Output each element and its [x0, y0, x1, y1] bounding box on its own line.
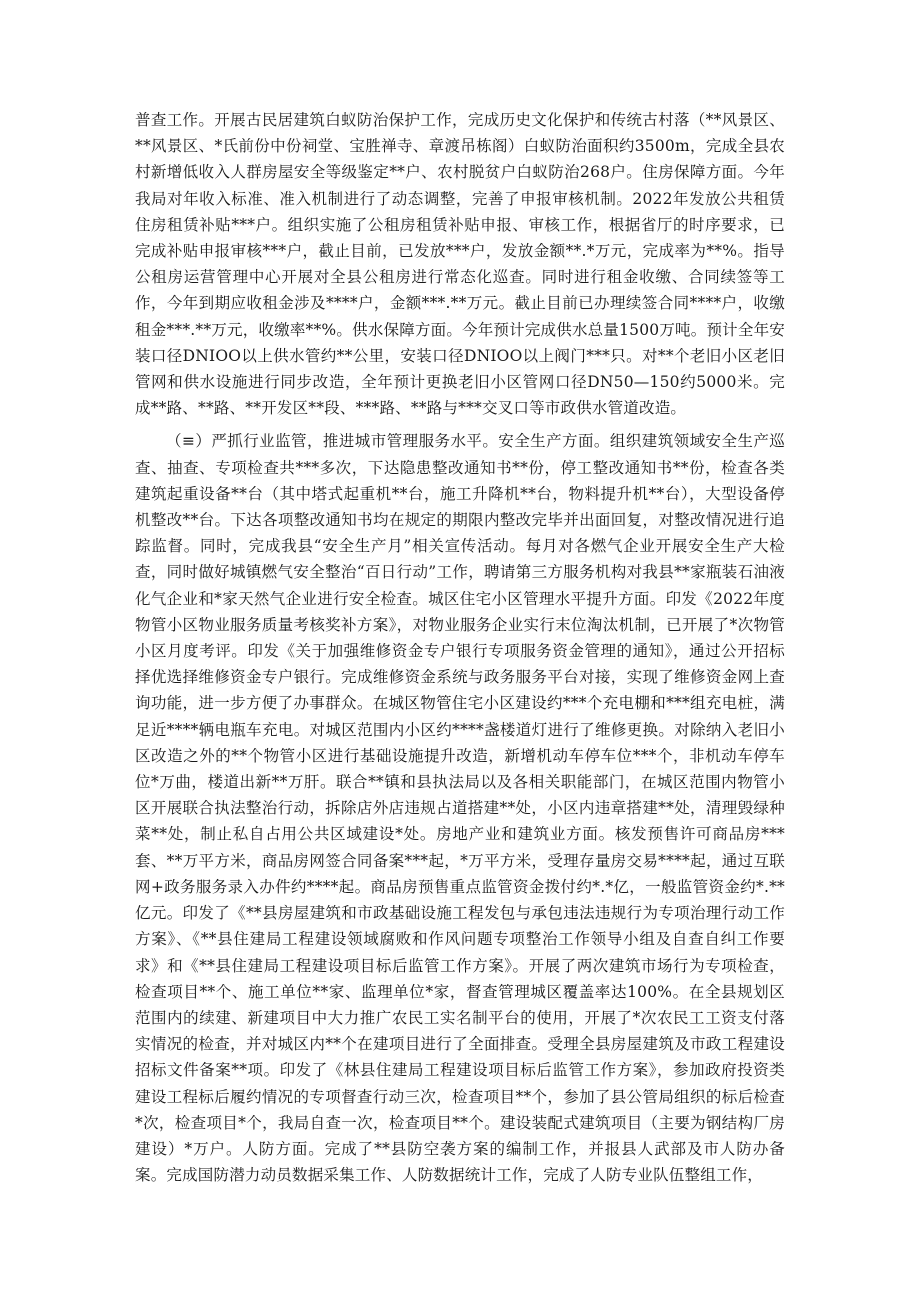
paragraph-housing-water-supply: 普查工作。开展古民居建筑白蚁防治保护工作，完成历史文化保护和传统古村落（**风景区、**风景区、*氏前份中份祠堂、宝胜禅寺、章渡吊栋阁）白蚁防治面积约3500m，完成全县农村新增低收入人群房屋安全等级鉴定**户、农村脱贫户白蚁防治268户。住房保障方面。今年我局对年收入标准、准入机制进行了动态调整，完善了申报审核机制。2022年发放公共租赁住房租赁补贴***户。组织实施了公租房租赁补贴申报、审核工作，根据省厅的时序要求，已完成补贴申报审核***户，截止目前，已发放***户，发放金额**.*万元，完成率为**%。指导公租房运营管理中心开展对全县公租房进行常态化巡查。同时进行租金收缴、合同续签等工作，今年到期应收租金涉及****户，金额***.**万元。截止目前已办理续签合同****户，收缴租金***.**万元，收缴率**%。供水保障方面。今年预计完成供水总量1500万吨。预计全年安装口径DNIOO以上供水管约**公里，安装口径DNIOO以上阀门***只。对**个老旧小区老旧管网和供水设施进行同步改造，全年预计更换老旧小区管网口径DN50—150约5000米。完成**路、**路、**开发区**段、***路、**路与***交叉口等市政供水管道改造。 [135, 111, 785, 418]
paragraph-industry-supervision: （≡）严抓行业监管，推进城市管理服务水平。安全生产方面。组织建筑领域安全生产巡查、抽查、专项检查共***多次，下达隐患整改通知书**份，停工整改通知书**份，检查各类建筑起重设备**台（其中塔式起重机**台，施工升降机**台，物料提升机**台），大型设备停机整改**台。下达各项整改通知书均在规定的期限内整改完毕并出面回复，对整改情况进行追踪监督。同时，完成我县“安全生产月”相关宣传活动。每月对各燃气企业开展安全生产大检查，同时做好城镇燃气安全整治“百日行动”工作，聘请第三方服务机构对我县**家瓶装石油液化气企业和*家天然气企业进行安全检查。城区住宅小区管理水平提升方面。印发《2022年度物管小区物业服务质量考核奖补方案》，对物业服务企业实行末位淘汰机制，已开展了*次物管小区月度考评。印发《关于加强维修资金专户银行专项服务资金管理的通知》，通过公开招标择优选择维修资金专户银行。完成维修资金系统与政务服务平台对接，实现了维修资金网上查询功能，进一步方便了办事群众。在城区物管住宅小区建设约***个充电棚和***组充电桩，满足近****辆电瓶车充电。对城区范围内小区约****盏楼道灯进行了维修更换。对除纳入老旧小区改造之外的**个物管小区进行基础设施提升改造，新增机动车停车位***个，非机动车停车位*万曲，楼道出新**万肝。联合**镇和县执法局以及各相关职能部门，在城区范围内物管小区开展联合执法整治行动，拆除店外店违规占道搭建**处，小区内违章搭建**处，清理毁绿种菜**处，制止私自占用公共区域建设*处。房地产业和建筑业方面。核发预售许可商品房***套、**万平方米，商品房网签合同备案***起，*万平方米，受理存量房交易****起，通过互联网+政务服务录入办件约****起。商品房预售重点监管资金拨付约*.*亿，一般监管资金约*.**亿元。印发了《**县房屋建筑和市政基础设施工程发包与承包违法违规行为专项治理行动工作方案》、《**县住建局工程建设领域腐败和作风问题专项整治工作领导小组及自查自纠工作要求》和《**县住建局工程建设项目标后监管工作方案》。开展了两次建筑市场行为专项检查，检查项目**个、施工单位**家、监理单位*家，督查管理城区覆盖率达100%。在全县规划区范围内的续建、新建项目中大力推广农民工实名制平台的使用，开展了*次农民工工资支付落实情况的检查，并对城区内**个在建项目进行了全面排查。受理全县房屋建筑及市政工程建设招标文件备案**项。印发了《林县住建局工程建设项目标后监管工作方案》，参加政府投资类建设工程标后履约情况的专项督查行动三次，检查项目**个，参加了县公管局组织的标后检查*次，检查项目*个，我局自查一次，检查项目**个。建设装配式建筑项目（主要为钢结构厂房建设）*万户。人防方面。完成了**县防空袭方案的编制工作，并报县人武部及市人防办备案。完成国防潜力动员数据采集工作、人防数据统计工作，完成了人防专业队伍整组工作， [135, 432, 785, 1185]
document-body [135, 107, 785, 1188]
